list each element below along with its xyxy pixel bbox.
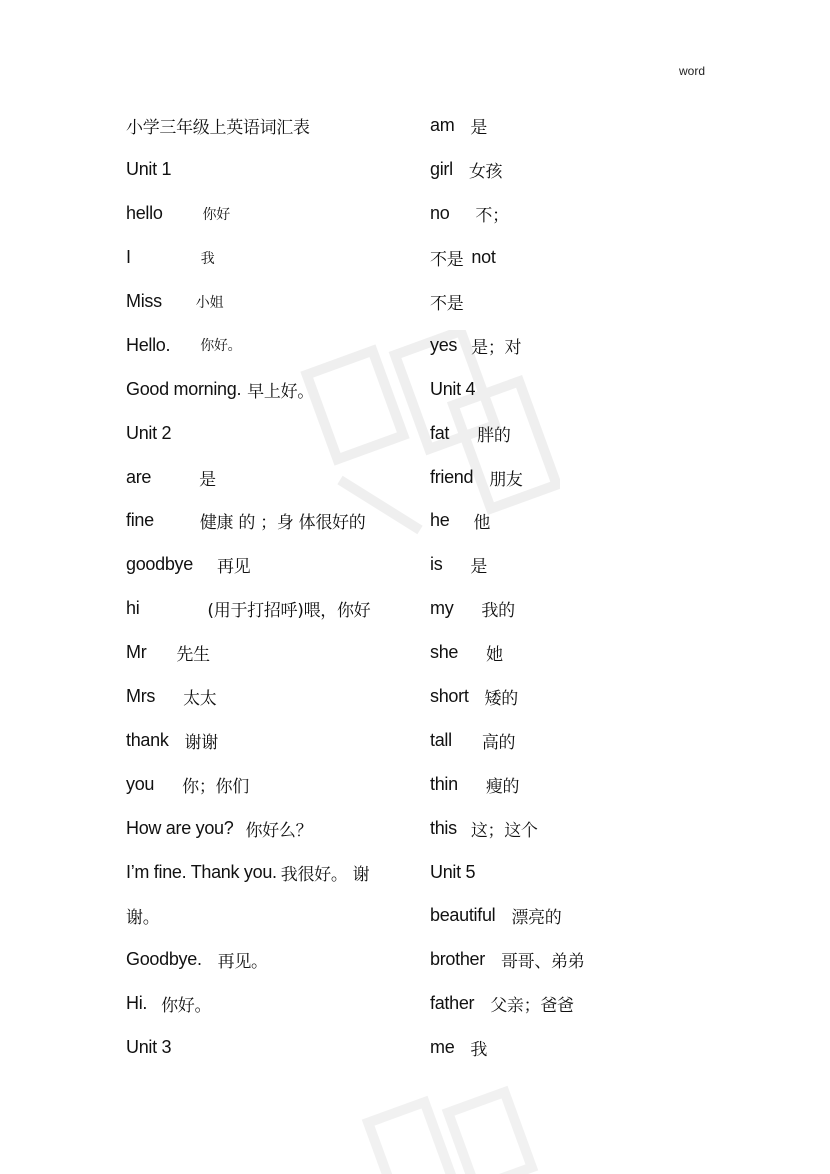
english-word: fat [430,422,450,443]
english-word: Miss [126,291,162,311]
chinese-meaning: 再见。 [217,952,268,973]
english-word: you [126,773,155,794]
vocab-entry [430,543,690,587]
vocab-entry [126,718,416,762]
english-word: not [471,247,496,268]
chinese-meaning: 漂亮的 [511,908,562,929]
vocab-entry [126,894,416,938]
chinese-meaning: 谢。 [126,908,160,929]
chinese-meaning: 谢谢 [184,732,218,753]
english-word: me [430,1037,455,1058]
vocab-entry [126,1026,416,1070]
chinese-meaning: 你；你们 [182,776,249,797]
english-word: fine [126,510,154,531]
chinese-meaning: 不是 [430,250,464,271]
chinese-meaning: 你好。 [200,338,242,355]
vocab-entry [126,850,416,894]
vocab-entry [430,587,690,631]
english-word: father [430,993,475,1014]
english-word: is [430,554,443,575]
vocab-entry [430,411,690,455]
chinese-meaning: 我 [470,1040,488,1061]
english-word: yes [430,334,458,355]
english-word: Good morning. [126,378,242,399]
vocab-entry [430,236,690,280]
chinese-meaning: 矮的 [484,689,518,710]
english-word: no [430,203,450,224]
vocab-entry [126,543,416,587]
english-word: Unit 4 [430,378,476,399]
english-word: Goodbye. [126,949,202,970]
english-word: Hi. [126,993,148,1014]
vocab-entry [430,718,690,762]
vocab-column-left [126,104,416,1070]
vocab-entry [430,192,690,236]
chinese-meaning: 早上好。 [247,381,314,402]
vocab-entry [430,982,690,1026]
chinese-meaning: 他 [473,513,491,534]
english-word: Hello. [126,334,171,355]
vocab-entry [126,982,416,1026]
chinese-meaning: 健康 的 ；身 体很好的 [199,513,366,534]
vocab-entry [430,455,690,499]
english-word: How are you? [126,817,234,838]
header-label: word [678,64,705,78]
english-word: short [430,686,469,707]
vocab-entry [430,850,690,894]
vocab-entry [126,280,416,324]
chinese-meaning: 你好 [202,206,230,223]
english-word: Mrs [126,686,156,707]
vocab-entry [430,894,690,938]
vocab-entry [430,675,690,719]
vocab-entry [430,148,690,192]
chinese-meaning: 我很好。 谢 [280,864,370,885]
chinese-meaning: 她 [486,645,503,666]
english-word: tall [430,729,452,750]
english-word: this [430,817,457,838]
chinese-meaning: 瘦的 [485,776,520,797]
chinese-meaning: 先生 [176,645,210,666]
vocab-entry [126,411,416,455]
chinese-meaning: 我的 [481,601,515,622]
chinese-meaning: 这；这个 [470,820,538,841]
vocab-entry [126,806,416,850]
english-word: Mr [126,642,147,663]
chinese-meaning: 小姐 [195,294,224,311]
english-word: girl [430,159,453,180]
english-word: I’m fine. Thank you. [126,861,277,882]
english-word: he [430,510,450,531]
watermark-graphic-bottom [360,1080,560,1174]
english-word: hello [126,203,163,224]
vocab-entry [430,938,690,982]
vocab-entry [126,587,416,631]
english-word: Unit 5 [430,861,476,882]
english-word: Unit 1 [126,159,172,180]
vocab-entry [430,499,690,543]
vocab-entry [126,631,416,675]
vocab-entry [126,675,416,719]
chinese-meaning: 哥哥、弟弟 [500,952,585,973]
chinese-meaning: 你好么？ [245,820,313,841]
english-word: goodbye [126,554,193,575]
vocab-entry [430,631,690,675]
english-word: my [430,598,454,619]
chinese-meaning: 你好。 [161,996,212,1017]
vocab-entry [126,938,416,982]
vocab-entry [430,323,690,367]
chinese-meaning: 是 [470,557,488,578]
vocab-entry [126,762,416,806]
vocab-entry [430,280,690,324]
vocab-entry [430,806,690,850]
vocab-entry [126,236,416,280]
english-word: brother [430,949,485,970]
english-word: are [126,466,152,487]
chinese-meaning: 不是 [430,294,464,314]
vocab-entry [126,323,416,367]
vocab-entry [126,367,416,411]
chinese-meaning: 朋友 [489,469,523,490]
chinese-meaning: 胖的 [477,425,511,446]
english-word: Unit 3 [126,1037,172,1058]
vocab-column-right [430,104,690,1070]
vocab-entry [126,104,416,148]
english-word: friend [430,466,474,487]
chinese-meaning: 我 [200,250,215,267]
chinese-meaning: 再见 [216,557,251,578]
vocab-entry [126,148,416,192]
english-word: she [430,642,459,663]
chinese-meaning: 小学三年级上英语词汇表 [126,118,310,139]
english-word: beautiful [430,905,496,926]
chinese-meaning: 太太 [183,689,217,710]
english-word: hi [126,598,140,619]
vocab-entry [430,762,690,806]
chinese-meaning: 女孩 [468,162,503,183]
english-word: I [126,247,131,268]
chinese-meaning: 高的 [481,732,516,753]
chinese-meaning: 是 [199,469,216,490]
vocab-entry [126,455,416,499]
vocab-entry [430,104,690,148]
vocab-entry [430,1026,690,1070]
english-word: thin [430,773,458,794]
chinese-meaning: 是 [470,118,488,139]
chinese-meaning: (用于打招呼)喂，你好 [207,601,371,622]
english-word: thank [126,729,169,750]
english-word: am [430,115,455,136]
vocab-entry [430,367,690,411]
vocab-entry [126,499,416,543]
chinese-meaning: 是；对 [471,337,522,358]
chinese-meaning: 不； [475,206,509,227]
english-word: Unit 2 [126,422,172,443]
vocab-entry [126,192,416,236]
chinese-meaning: 父亲；爸爸 [490,996,574,1017]
